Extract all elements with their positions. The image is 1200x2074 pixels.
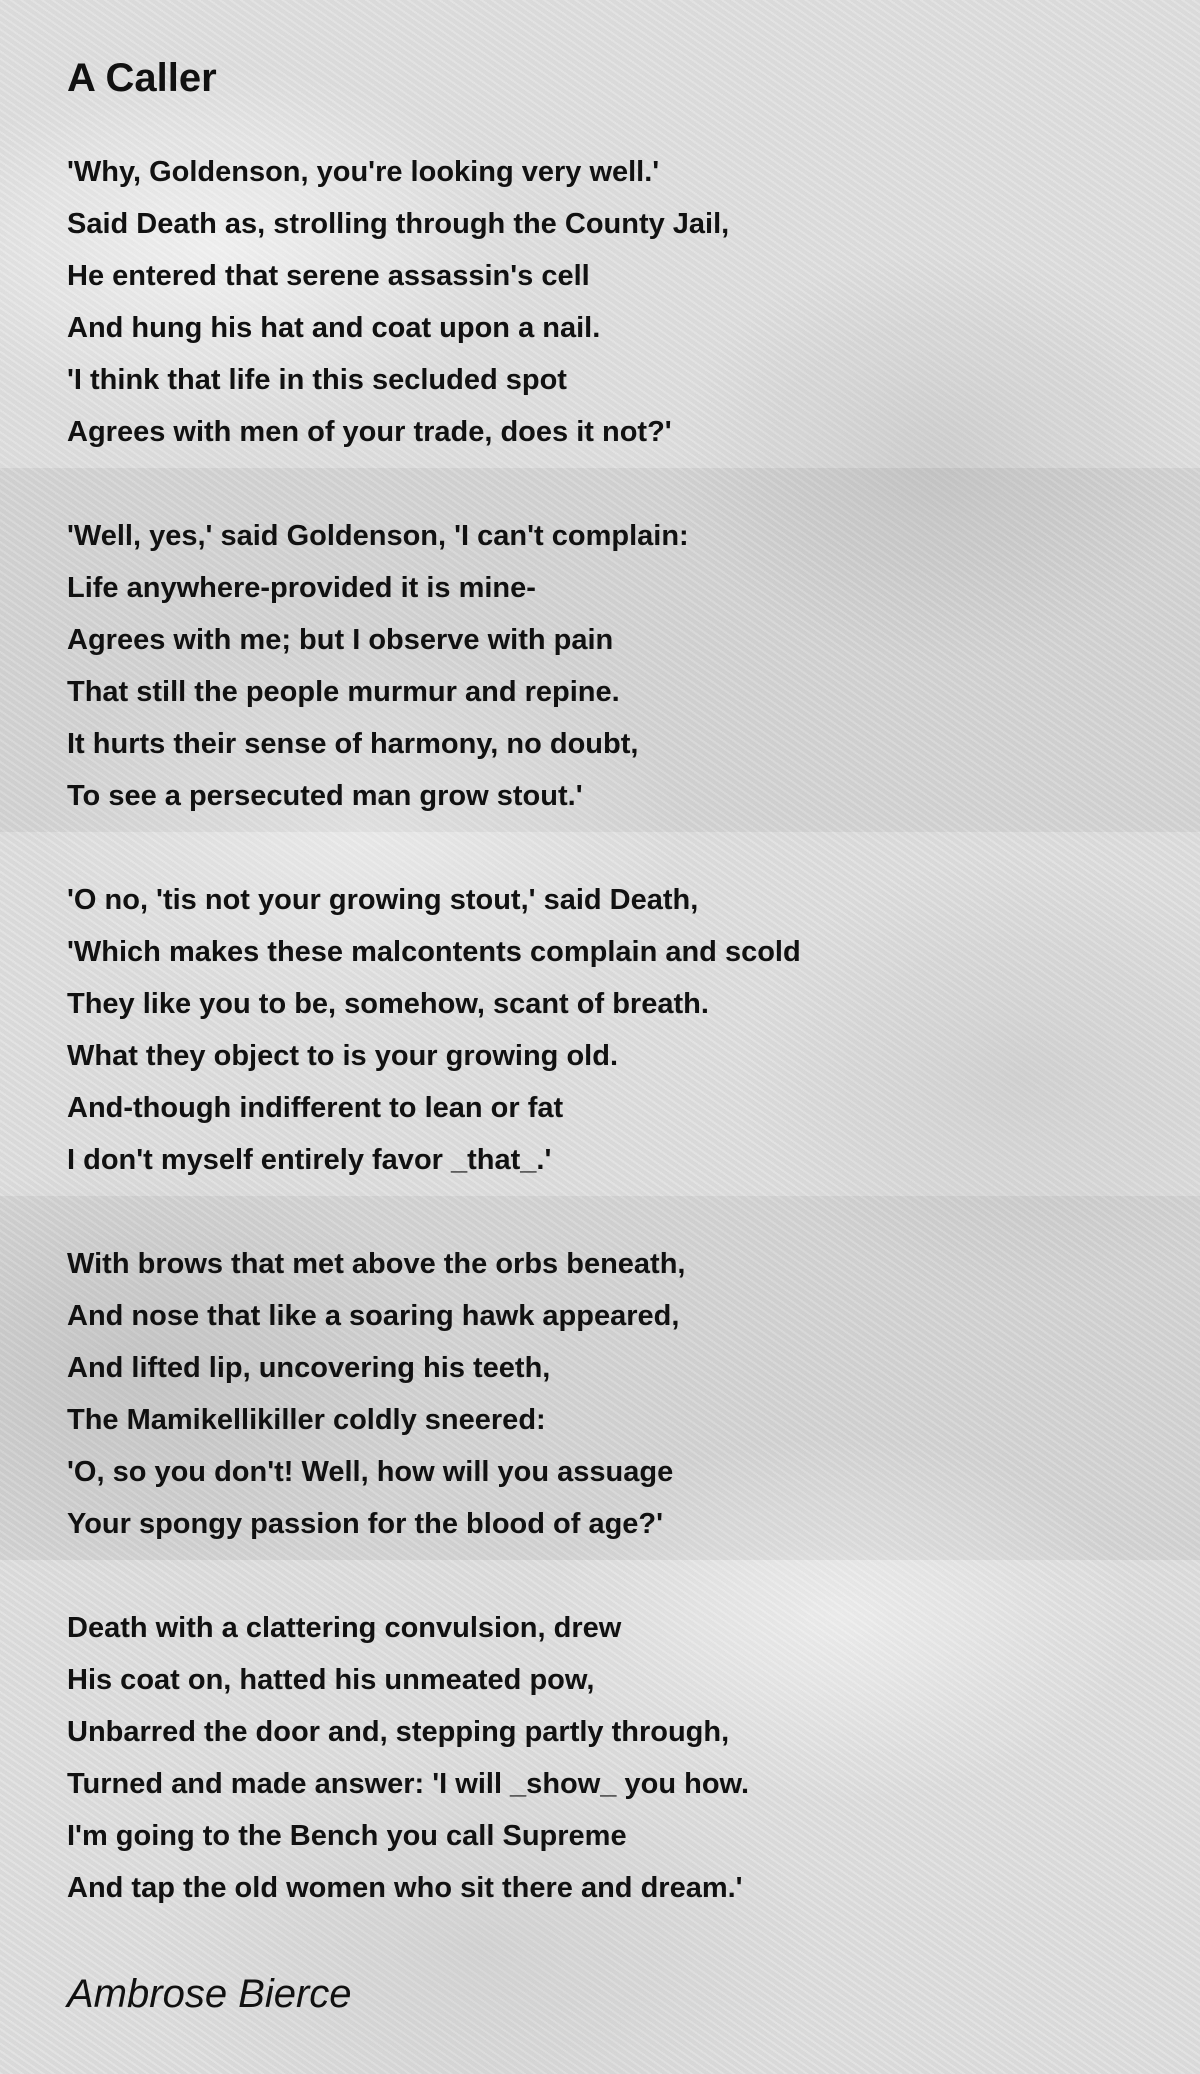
poem-line: Death with a clattering convulsion, drew — [67, 1612, 622, 1644]
poem-line: Unbarred the door and, stepping partly through, — [67, 1716, 730, 1748]
poem-line: I'm going to the Bench you call Supreme — [67, 1820, 627, 1852]
stanza-3 — [67, 874, 1147, 1186]
poem-line: Life anywhere-provided it is mine- — [67, 572, 536, 604]
poem-line: And-though indifferent to lean or fat — [67, 1092, 564, 1124]
poem-line: With brows that met above the orbs beneath, — [67, 1248, 686, 1280]
poem-line: 'I think that life in this secluded spot — [67, 364, 567, 396]
poem-line: 'Which makes these malcontents complain and scold — [67, 936, 801, 968]
poem-line: Agrees with me; but I observe with pain — [67, 624, 614, 656]
poem-line: Your spongy passion for the blood of age?' — [67, 1508, 664, 1540]
poem-line: Agrees with men of your trade, does it not?' — [67, 416, 672, 448]
stanza-2 — [67, 510, 1147, 822]
poem-line: It hurts their sense of harmony, no doubt, — [67, 728, 639, 760]
poem-title: A Caller — [67, 56, 217, 100]
poem-line: 'Why, Goldenson, you're looking very well.' — [67, 156, 660, 188]
poem-line: They like you to be, somehow, scant of breath. — [67, 988, 709, 1020]
stanza-4 — [67, 1238, 1147, 1550]
poem-line: And hung his hat and coat upon a nail. — [67, 312, 601, 344]
poem-line: That still the people murmur and repine. — [67, 676, 620, 708]
poem-line: His coat on, hatted his unmeated pow, — [67, 1664, 595, 1696]
poem-line: The Mamikellikiller coldly sneered: — [67, 1404, 546, 1436]
poem-line: And lifted lip, uncovering his teeth, — [67, 1352, 551, 1384]
poem-line: 'Well, yes,' said Goldenson, 'I can't complain: — [67, 520, 689, 552]
poem-line: What they object to is your growing old. — [67, 1040, 618, 1072]
poem-author: Ambrose Bierce — [67, 1972, 352, 2016]
poem-line: And tap the old women who sit there and dream.' — [67, 1872, 743, 1904]
poem-line: And nose that like a soaring hawk appeared, — [67, 1300, 680, 1332]
poem-line: Said Death as, strolling through the County Jail, — [67, 208, 730, 240]
poem-line: 'O, so you don't! Well, how will you assuage — [67, 1456, 674, 1488]
poem-line: I don't myself entirely favor _that_.' — [67, 1144, 552, 1176]
poem-line: Turned and made answer: 'I will _show_ you how. — [67, 1768, 750, 1800]
poem-line: 'O no, 'tis not your growing stout,' said Death, — [67, 884, 699, 916]
poem-line: He entered that serene assassin's cell — [67, 260, 590, 292]
poem-container — [67, 50, 1147, 2022]
stanza-1 — [67, 146, 1147, 458]
stanza-5 — [67, 1602, 1147, 1914]
poem-line: To see a persecuted man grow stout.' — [67, 780, 583, 812]
